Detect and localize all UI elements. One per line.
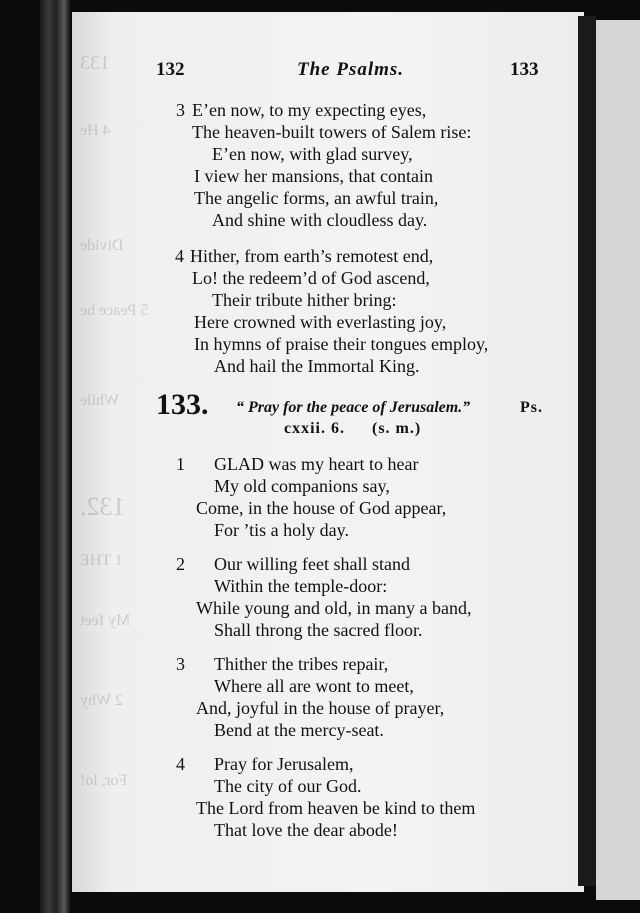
book-page (72, 12, 584, 892)
page-edge-shadow (578, 16, 596, 886)
verse-line: GLAD was my heart to hear (214, 454, 419, 474)
verse-line: Come, in the house of God appear, (196, 498, 447, 518)
verse-line: And hail the Immortal King. (214, 356, 420, 376)
verse-line: Their tribute hither bring: (212, 290, 397, 310)
verse-line: In hymns of praise their tongues employ, (194, 334, 489, 354)
verse-line: Thither the tribes repair, (214, 654, 389, 674)
verse-line: The heaven-built towers of Salem rise: (192, 122, 472, 142)
verse-line: Shall throng the sacred floor. (214, 620, 423, 640)
stanza-number: 3 (176, 654, 185, 674)
stanza-number: 4 (176, 754, 185, 774)
book-binding-shadow (40, 0, 70, 913)
verse-line: The Lord from heaven be kind to them (196, 798, 476, 818)
verse-line: Our willing feet shall stand (214, 554, 410, 574)
verse-line: E’en now, with glad survey, (212, 144, 413, 164)
page-text (72, 12, 584, 892)
verse-line: Within the temple-door: (214, 576, 388, 596)
verse-line: Here crowned with everlasting joy, (194, 312, 447, 332)
stanza-number: 3 (176, 100, 185, 120)
running-title: The Psalms. (297, 59, 405, 80)
verse-line: For ’tis a holy day. (214, 520, 349, 540)
right-psalm-number: 133 (510, 59, 539, 80)
verse-line: My old companions say, (214, 476, 390, 496)
stanza-number: 2 (176, 554, 185, 574)
verse-line: I view her mansions, that contain (194, 166, 433, 186)
left-page-number: 132 (156, 59, 185, 80)
psalm-subtitle: “ Pray for the peace of Jerusalem.” (236, 399, 471, 416)
show-through-text: 133 4 He Divide 5 Peace be While 132. 1 THE My feet 2 Why For, lo! (80, 52, 149, 789)
stanza-number: 1 (176, 454, 185, 474)
verse-line: While young and old, in many a band, (196, 598, 472, 618)
psalm-number: 133. (156, 388, 209, 421)
verse-line: And shine with cloudless day. (212, 210, 428, 230)
verse-line: The angelic forms, an awful train, (194, 188, 439, 208)
verse-line: Hither, from earth’s remotest end, (190, 246, 434, 266)
verse-line: That love the dear abode! (214, 820, 398, 840)
stanza-number: 4 (175, 246, 184, 266)
scripture-ps-label: Ps. (520, 399, 543, 416)
verse-line: The city of our God. (214, 776, 362, 796)
verse-line: Bend at the mercy-seat. (214, 720, 384, 740)
facing-page-edge (596, 20, 640, 900)
verse-line: Where all are wont to meet, (214, 676, 414, 696)
verse-line: Pray for Jerusalem, (214, 754, 354, 774)
scripture-reference: cxxii. 6. (284, 420, 345, 437)
verse-line: And, joyful in the house of prayer, (196, 698, 445, 718)
verse-line: Lo! the redeem’d of God ascend, (192, 268, 430, 288)
meter-label: (s. m.) (372, 420, 422, 437)
verse-line: E’en now, to my expecting eyes, (192, 100, 427, 120)
